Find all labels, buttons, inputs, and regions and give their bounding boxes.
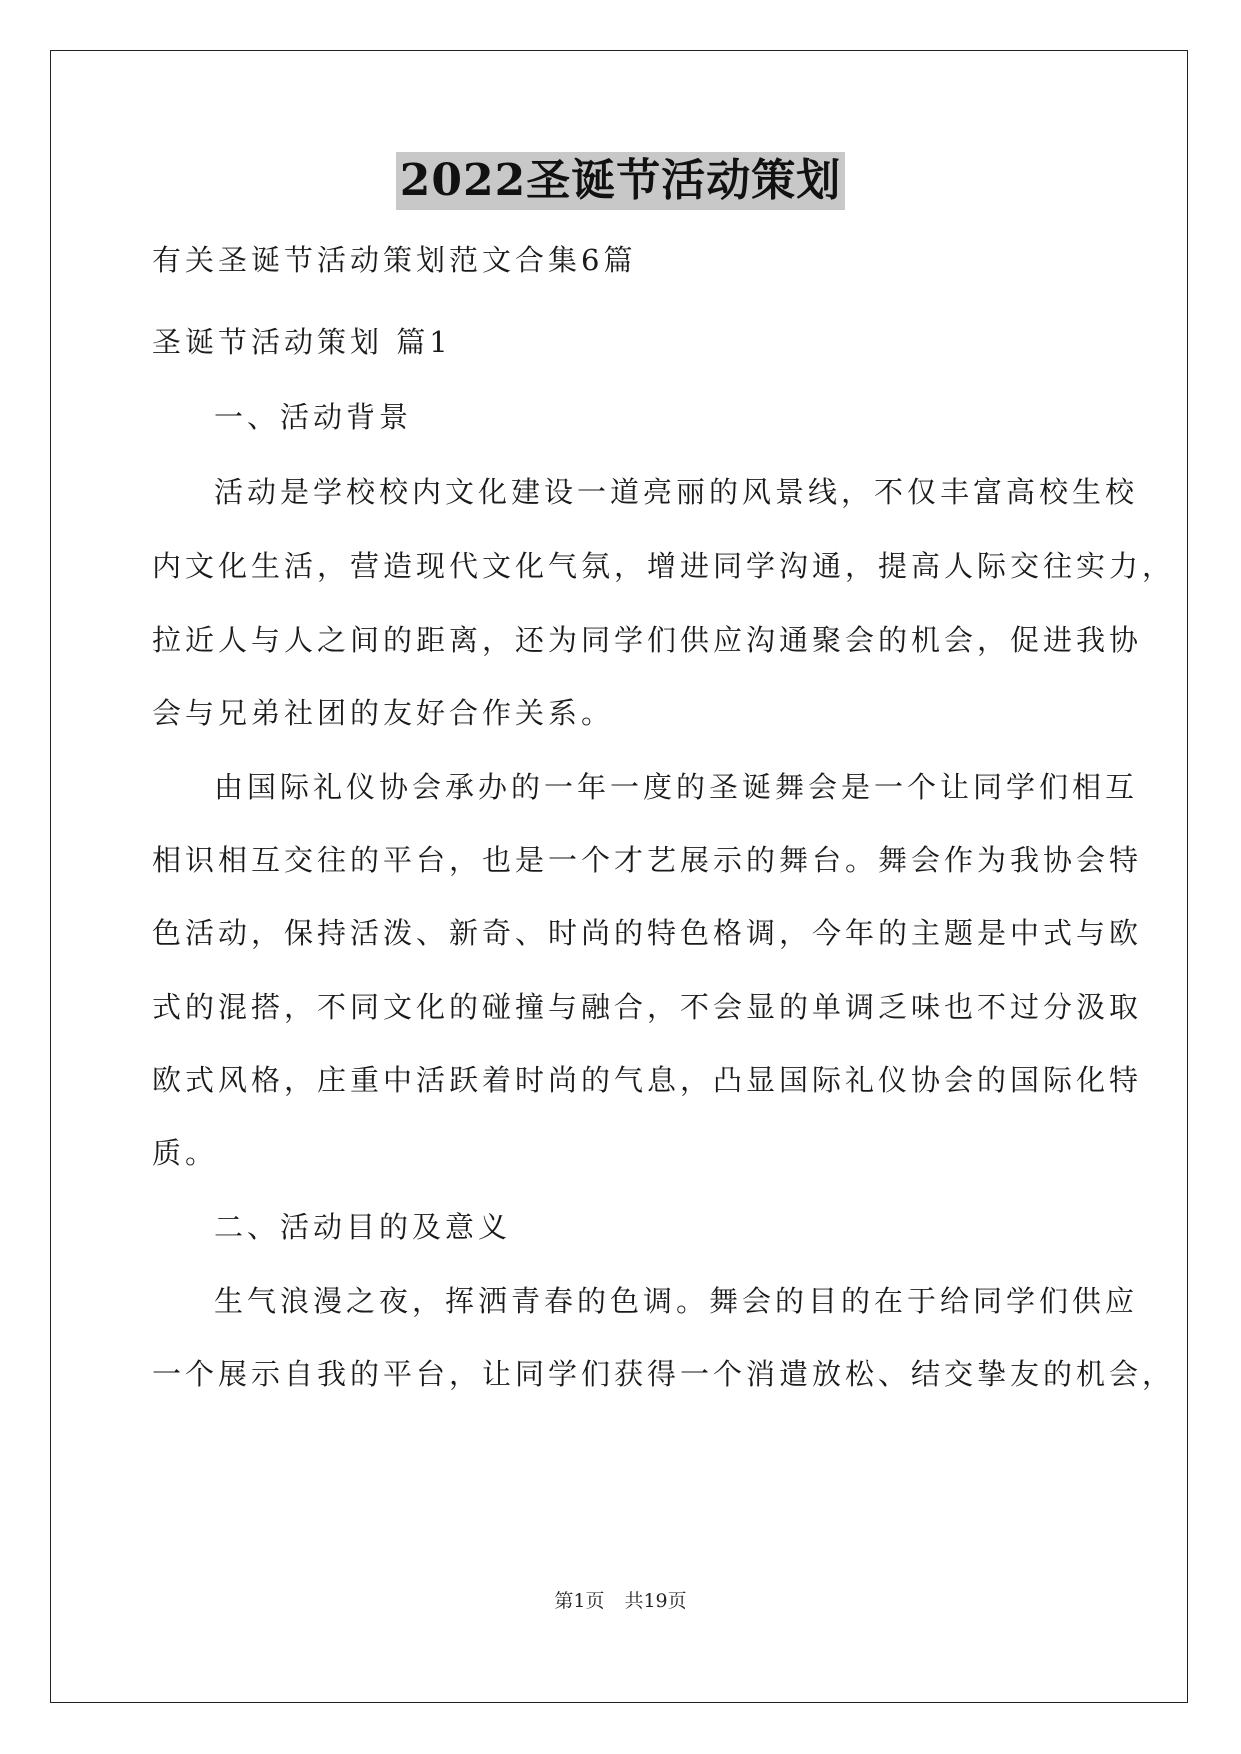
page-total: 共19页	[624, 1590, 687, 1612]
paragraph-line: 式的混搭，不同文化的碰撞与融合，不会显的单调乏味也不过分汲取	[152, 990, 1143, 1024]
page-footer	[0, 1586, 1241, 1613]
title-container	[0, 152, 1241, 210]
paragraph-line: 由国际礼仪协会承办的一年一度的圣诞舞会是一个让同学们相互	[214, 770, 1139, 804]
document-title: 2022圣诞节活动策划	[396, 152, 845, 210]
heading-purpose: 二、活动目的及意义	[214, 1210, 512, 1244]
subtitle: 有关圣诞节活动策划范文合集6篇	[152, 243, 637, 277]
paragraph-line: 色活动，保持活泼、新奇、时尚的特色格调，今年的主题是中式与欧	[152, 916, 1143, 950]
paragraph-line: 欧式风格，庄重中活跃着时尚的气息，凸显国际礼仪协会的国际化特	[152, 1063, 1143, 1097]
page-number: 第1页	[554, 1590, 605, 1612]
paragraph-line: 生气浪漫之夜，挥洒青春的色调。舞会的目的在于给同学们供应	[214, 1284, 1139, 1318]
paragraph-line: 质。	[152, 1136, 219, 1170]
heading-background: 一、活动背景	[214, 400, 413, 434]
paragraph-line: 内文化生活，营造现代文化气氛，增进同学沟通，提高人际交往实力，	[152, 549, 1176, 583]
section-heading: 圣诞节活动策划 篇1	[152, 325, 452, 359]
paragraph-line: 一个展示自我的平台，让同学们获得一个消遣放松、结交挚友的机会，	[152, 1357, 1176, 1391]
paragraph-line: 活动是学校校内文化建设一道亮丽的风景线，不仅丰富高校生校	[214, 475, 1139, 509]
paragraph-line: 拉近人与人之间的距离，还为同学们供应沟通聚会的机会，促进我协	[152, 623, 1143, 657]
paragraph-line: 会与兄弟社团的友好合作关系。	[152, 696, 615, 730]
paragraph-line: 相识相互交往的平台，也是一个才艺展示的舞台。舞会作为我协会特	[152, 843, 1143, 877]
